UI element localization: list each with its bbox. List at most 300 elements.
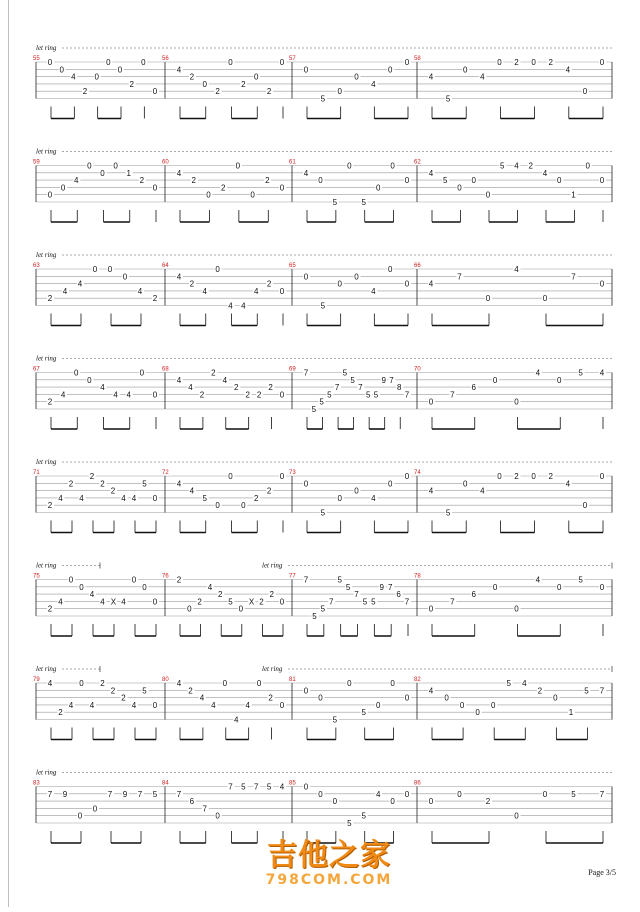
fret-number: 2 bbox=[266, 486, 272, 496]
fret-number: 5 bbox=[319, 397, 324, 407]
fret-number: 0 bbox=[404, 693, 410, 703]
fret-number: 0 bbox=[250, 190, 255, 200]
fret-number: 0 bbox=[303, 686, 309, 696]
fret-number: 0 bbox=[152, 493, 158, 503]
fret-number: 4 bbox=[176, 679, 182, 688]
fret-number: 5 bbox=[350, 375, 355, 385]
measure-number: 65 bbox=[289, 263, 296, 269]
measure-number: 67 bbox=[33, 366, 40, 373]
fret-number: 0 bbox=[444, 693, 449, 703]
fret-number: 0 bbox=[77, 811, 83, 821]
fret-number: 7 bbox=[303, 368, 309, 378]
fret-number: 2 bbox=[188, 686, 193, 696]
fret-number: 4 bbox=[199, 693, 205, 703]
fret-number: 5 bbox=[371, 597, 376, 607]
fret-number: 5 bbox=[320, 508, 326, 518]
fret-number: 0 bbox=[354, 272, 359, 282]
fret-number: 2 bbox=[89, 472, 95, 481]
fret-number: 0 bbox=[599, 58, 605, 67]
fret-number: 6 bbox=[189, 797, 195, 807]
fret-number: 4 bbox=[176, 168, 182, 178]
fret-number: 2 bbox=[485, 797, 491, 807]
fret-number: 7 bbox=[202, 804, 208, 814]
fret-number: 5 bbox=[320, 301, 326, 311]
fret-number: 5 bbox=[202, 493, 208, 503]
fret-number: 0 bbox=[542, 294, 548, 304]
fret-number: 2 bbox=[514, 472, 519, 481]
fret-number: 0 bbox=[215, 265, 220, 274]
fret-number: 0 bbox=[87, 375, 92, 385]
fret-number: 0 bbox=[387, 265, 393, 274]
fret-number: 0 bbox=[92, 804, 98, 814]
fret-number: 7 bbox=[599, 686, 605, 696]
fret-number: 0 bbox=[557, 375, 562, 385]
fret-number: X bbox=[248, 597, 255, 607]
fret-number: 4 bbox=[176, 375, 182, 385]
measure-number: 66 bbox=[414, 263, 421, 269]
fret-number: 4 bbox=[514, 161, 519, 171]
fret-number: 4 bbox=[77, 279, 83, 289]
fret-number: 4 bbox=[599, 368, 605, 378]
fret-number: 0 bbox=[106, 58, 111, 67]
fret-number: 4 bbox=[189, 486, 195, 496]
measure-number: 70 bbox=[414, 366, 421, 373]
fret-number: 2 bbox=[100, 679, 105, 688]
fret-number: 5 bbox=[311, 405, 317, 414]
fret-number: 4 bbox=[126, 390, 132, 400]
fret-number: 4 bbox=[480, 72, 485, 82]
watermark-title: 吉他之家 bbox=[267, 838, 391, 873]
measure-number: 80 bbox=[162, 677, 169, 683]
fret-number: 4 bbox=[62, 286, 68, 296]
fret-number: 5 bbox=[361, 708, 366, 718]
fret-number: 0 bbox=[337, 279, 342, 289]
fret-number: 0 bbox=[599, 279, 605, 289]
fret-number: 4 bbox=[428, 72, 434, 82]
measure-number: 84 bbox=[162, 780, 169, 787]
fret-number: 0 bbox=[235, 161, 241, 171]
fret-number: 2 bbox=[110, 486, 116, 496]
fret-number: 4 bbox=[245, 700, 250, 710]
fret-number: 5 bbox=[327, 390, 332, 400]
measure-number: 58 bbox=[414, 56, 421, 62]
fret-number: 7 bbox=[358, 383, 363, 393]
measure-number: 59 bbox=[33, 159, 40, 166]
fret-number: 0 bbox=[228, 472, 233, 481]
fret-number: 9 bbox=[381, 375, 386, 385]
fret-number: 2 bbox=[254, 493, 259, 503]
fret-number: 2 bbox=[256, 390, 262, 400]
measure-number: 82 bbox=[414, 677, 421, 683]
fret-number: 2 bbox=[47, 294, 53, 304]
fret-number: 0 bbox=[375, 700, 381, 710]
fret-number: 7 bbox=[457, 272, 462, 282]
measure-number: 78 bbox=[414, 573, 421, 580]
fret-number: 0 bbox=[457, 183, 462, 193]
fret-number: 8 bbox=[397, 383, 402, 393]
fret-number: 0 bbox=[79, 582, 84, 592]
fret-number: 4 bbox=[535, 368, 541, 378]
fret-number: 4 bbox=[542, 168, 548, 178]
fret-number: 4 bbox=[58, 493, 63, 503]
fret-number: 0 bbox=[492, 582, 498, 592]
measure-number: 71 bbox=[33, 470, 40, 476]
fret-number: 0 bbox=[279, 472, 285, 481]
measure-number: 63 bbox=[33, 263, 40, 269]
fret-number: 5 bbox=[142, 479, 147, 489]
fret-number: 0 bbox=[139, 368, 145, 378]
fret-number: 4 bbox=[514, 265, 519, 274]
fret-number: 0 bbox=[390, 797, 395, 807]
fret-number: 2 bbox=[215, 87, 220, 97]
fret-number: 0 bbox=[599, 176, 605, 186]
fret-number: 1 bbox=[126, 168, 132, 178]
fret-number: 0 bbox=[553, 693, 558, 703]
fret-number: 4 bbox=[100, 597, 105, 607]
fret-number: 5 bbox=[347, 819, 352, 828]
fret-number: 0 bbox=[74, 368, 79, 378]
fret-number: 0 bbox=[475, 708, 480, 718]
measure-number: 55 bbox=[33, 56, 40, 62]
fret-number: 0 bbox=[490, 700, 496, 710]
fret-number: 2 bbox=[218, 590, 223, 600]
fret-number: 7 bbox=[404, 597, 410, 607]
fret-number: 2 bbox=[176, 575, 182, 585]
fret-number: 7 bbox=[303, 575, 309, 585]
fret-number: 4 bbox=[176, 479, 182, 489]
fret-number: X bbox=[110, 597, 117, 607]
fret-number: 0 bbox=[303, 479, 309, 489]
fret-number: 4 bbox=[222, 375, 228, 385]
let-ring-label: let ring bbox=[262, 561, 283, 570]
fret-number: 0 bbox=[387, 479, 393, 489]
fret-number: 0 bbox=[463, 479, 468, 489]
fret-number: 2 bbox=[189, 72, 195, 82]
measure-number: 79 bbox=[33, 677, 40, 683]
fret-number: 0 bbox=[122, 272, 128, 282]
fret-number: 2 bbox=[548, 472, 553, 481]
fret-number: 0 bbox=[47, 190, 53, 200]
fret-number: 0 bbox=[222, 679, 228, 688]
fret-number: 0 bbox=[279, 58, 285, 67]
measure-number: 68 bbox=[162, 366, 169, 373]
fret-number: 4 bbox=[100, 383, 105, 393]
fret-number: 0 bbox=[79, 679, 84, 688]
fret-number: 0 bbox=[514, 397, 519, 407]
fret-number: 0 bbox=[485, 190, 491, 200]
measure-number: 76 bbox=[162, 573, 169, 580]
fret-number: 7 bbox=[404, 390, 410, 400]
fret-number: 0 bbox=[557, 582, 562, 592]
fret-number: 0 bbox=[457, 789, 462, 799]
fret-number: 5 bbox=[332, 715, 338, 725]
let-ring-label: let ring bbox=[36, 768, 57, 777]
fret-number: 4 bbox=[241, 301, 246, 311]
fret-number: 0 bbox=[152, 390, 158, 400]
fret-number: 7 bbox=[387, 582, 393, 592]
fret-number: 0 bbox=[485, 294, 491, 304]
fret-number: 4 bbox=[188, 383, 193, 393]
measure-number: 85 bbox=[289, 780, 296, 787]
fret-number: 2 bbox=[47, 501, 53, 511]
fret-number: 0 bbox=[404, 58, 410, 67]
fret-number: 2 bbox=[100, 479, 105, 489]
fret-number: 4 bbox=[535, 575, 541, 585]
fret-number: 0 bbox=[404, 789, 410, 799]
fret-number: 7 bbox=[354, 590, 359, 600]
fret-number: 9 bbox=[62, 789, 68, 799]
fret-number: 4 bbox=[428, 168, 434, 178]
measure-number: 61 bbox=[289, 159, 296, 166]
fret-number: 4 bbox=[480, 486, 485, 496]
fret-number: 2 bbox=[191, 176, 196, 186]
fret-number: 2 bbox=[537, 686, 543, 696]
fret-number: 2 bbox=[197, 597, 202, 607]
fret-number: 4 bbox=[137, 286, 143, 296]
fret-number: 4 bbox=[68, 700, 74, 710]
fret-number: 0 bbox=[318, 693, 323, 703]
fret-number: 0 bbox=[471, 176, 477, 186]
fret-number: 5 bbox=[320, 604, 326, 614]
fret-number: 0 bbox=[117, 65, 123, 75]
fret-number: 5 bbox=[361, 811, 366, 821]
fret-number: 0 bbox=[152, 183, 158, 193]
fret-number: 0 bbox=[279, 390, 285, 400]
fret-number: 2 bbox=[220, 183, 226, 193]
fret-number: 0 bbox=[497, 58, 502, 67]
fret-number: 5 bbox=[500, 161, 505, 171]
fret-number: 0 bbox=[428, 604, 434, 614]
fret-number: 2 bbox=[269, 590, 274, 600]
fret-number: 4 bbox=[89, 590, 95, 600]
fret-number: 2 bbox=[245, 390, 250, 400]
fret-number: 2 bbox=[234, 383, 239, 393]
fret-number: 0 bbox=[100, 168, 105, 178]
let-ring-label: let ring bbox=[36, 354, 57, 363]
measure-number: 62 bbox=[414, 159, 421, 166]
fret-number: 2 bbox=[514, 58, 519, 67]
fret-number: 0 bbox=[215, 501, 220, 511]
fret-number: 4 bbox=[79, 493, 84, 503]
fret-number: 0 bbox=[375, 183, 381, 193]
fret-number: 0 bbox=[599, 472, 605, 481]
fret-number: 0 bbox=[303, 272, 309, 282]
let-ring-label: let ring bbox=[36, 458, 57, 466]
fret-number: 4 bbox=[176, 272, 182, 282]
fret-number: 2 bbox=[189, 279, 195, 289]
fret-number: 0 bbox=[404, 279, 410, 289]
fret-number: 0 bbox=[279, 183, 285, 193]
fret-number: 4 bbox=[375, 789, 381, 799]
fret-number: 4 bbox=[565, 479, 571, 489]
let-ring-label: let ring bbox=[262, 665, 283, 673]
fret-number: 5 bbox=[361, 198, 366, 207]
fret-number: 0 bbox=[279, 700, 285, 710]
fret-number: 7 bbox=[228, 782, 233, 792]
fret-number: 2 bbox=[152, 294, 158, 304]
let-ring-label: let ring bbox=[36, 251, 57, 259]
measure-number: 81 bbox=[289, 677, 296, 683]
fret-number: 2 bbox=[268, 693, 273, 703]
fret-number: 5 bbox=[312, 612, 317, 621]
fret-number: 0 bbox=[94, 72, 99, 82]
fret-number: 0 bbox=[354, 72, 359, 82]
fret-number: 2 bbox=[129, 79, 134, 89]
fret-number: 2 bbox=[266, 279, 272, 289]
fret-number: 2 bbox=[528, 161, 534, 171]
fret-number: 4 bbox=[121, 493, 126, 503]
fret-number: 7 bbox=[107, 789, 113, 799]
fret-number: 4 bbox=[121, 597, 126, 607]
fret-number: 4 bbox=[371, 79, 376, 89]
page-margin-rule bbox=[8, 0, 9, 907]
measure-number: 86 bbox=[414, 780, 421, 787]
let-ring-label: let ring bbox=[36, 561, 57, 570]
measure-number: 64 bbox=[162, 263, 169, 269]
fret-number: 2 bbox=[199, 390, 205, 400]
fret-number: 0 bbox=[238, 604, 244, 614]
fret-number: 4 bbox=[58, 597, 63, 607]
fret-number: 4 bbox=[131, 700, 137, 710]
fret-number: 7 bbox=[599, 789, 605, 799]
fret-number: 5 bbox=[445, 94, 451, 104]
fret-number: 0 bbox=[354, 486, 359, 496]
fret-number: 0 bbox=[241, 501, 246, 511]
fret-number: 0 bbox=[131, 575, 137, 585]
fret-number: 4 bbox=[371, 493, 376, 503]
fret-number: 7 bbox=[571, 272, 576, 282]
fret-number: 7 bbox=[254, 782, 259, 792]
fret-number: 0 bbox=[599, 582, 605, 592]
fret-number: 4 bbox=[428, 686, 434, 696]
fret-number: 6 bbox=[396, 590, 401, 600]
fret-number: 2 bbox=[47, 397, 53, 407]
fret-number: 5 bbox=[362, 597, 368, 607]
fret-number: 0 bbox=[492, 375, 498, 385]
fret-number: 0 bbox=[318, 789, 323, 799]
fret-number: 0 bbox=[459, 700, 465, 710]
fret-number: 5 bbox=[571, 789, 576, 799]
fret-number: 1 bbox=[568, 708, 574, 718]
measure-number: 74 bbox=[414, 470, 421, 476]
fret-number: 5 bbox=[373, 390, 379, 400]
fret-number: 5 bbox=[443, 176, 448, 186]
fret-number: 0 bbox=[390, 161, 395, 171]
fret-number: 5 bbox=[365, 390, 371, 400]
fret-number: 4 bbox=[234, 715, 239, 725]
fret-number: 5 bbox=[345, 582, 351, 592]
fret-number: 7 bbox=[389, 375, 394, 385]
fret-number: 0 bbox=[531, 472, 536, 481]
fret-number: 4 bbox=[47, 679, 53, 688]
measure-number: 75 bbox=[33, 573, 40, 580]
fret-number: 4 bbox=[131, 493, 137, 503]
fret-number: 2 bbox=[139, 176, 145, 186]
fret-number: 0 bbox=[497, 472, 502, 481]
fret-number: 0 bbox=[59, 65, 64, 75]
watermark-url: 798COM.COM bbox=[265, 872, 393, 888]
fret-number: 0 bbox=[347, 161, 352, 171]
fret-number: 5 bbox=[578, 368, 583, 378]
fret-number: 2 bbox=[110, 686, 116, 696]
fret-number: 0 bbox=[463, 65, 468, 75]
fret-number: 0 bbox=[47, 58, 53, 67]
fret-number: 9 bbox=[122, 789, 128, 799]
measure-number: 77 bbox=[289, 573, 296, 580]
fret-number: 4 bbox=[428, 279, 434, 289]
fret-number: 4 bbox=[74, 176, 79, 186]
fret-number: 2 bbox=[548, 58, 553, 67]
fret-number: 2 bbox=[47, 604, 53, 614]
fret-number: 0 bbox=[542, 789, 548, 799]
fret-number: 0 bbox=[92, 265, 98, 274]
fret-number: 0 bbox=[318, 176, 323, 186]
fret-number: 0 bbox=[303, 782, 309, 792]
fret-number: 5 bbox=[342, 368, 348, 378]
fret-number: 9 bbox=[379, 582, 385, 592]
fret-number: 5 bbox=[152, 789, 158, 799]
fret-number: 0 bbox=[87, 161, 92, 171]
fret-number: 0 bbox=[531, 58, 536, 67]
fret-number: 0 bbox=[390, 679, 395, 688]
fret-number: 4 bbox=[113, 390, 118, 400]
fret-number: 5 bbox=[506, 679, 511, 688]
fret-number: 7 bbox=[450, 597, 455, 607]
fret-number: 0 bbox=[428, 797, 434, 807]
fret-number: 5 bbox=[320, 94, 326, 104]
fret-number: 0 bbox=[514, 811, 519, 821]
fret-number: 2 bbox=[58, 708, 63, 718]
fret-number: 4 bbox=[228, 301, 233, 311]
fret-number: 4 bbox=[60, 390, 66, 400]
fret-number: 0 bbox=[585, 161, 591, 171]
fret-number: 0 bbox=[68, 575, 74, 585]
fret-number: 6 bbox=[471, 590, 477, 600]
measure-number: 56 bbox=[162, 56, 169, 62]
fret-number: 5 bbox=[332, 198, 338, 207]
page-number: Page 3/5 bbox=[588, 868, 616, 877]
fret-number: 0 bbox=[142, 582, 147, 592]
fret-number: 1 bbox=[571, 190, 576, 200]
fret-number: 2 bbox=[82, 87, 88, 97]
fret-number: 0 bbox=[202, 79, 208, 89]
fret-number: 4 bbox=[303, 168, 309, 178]
fret-number: 0 bbox=[514, 604, 519, 614]
fret-number: 2 bbox=[268, 383, 273, 393]
fret-number: 4 bbox=[522, 679, 527, 688]
fret-number: 0 bbox=[152, 87, 158, 97]
fret-number: 2 bbox=[121, 693, 126, 703]
measure-number: 73 bbox=[289, 470, 296, 476]
fret-number: 0 bbox=[152, 597, 158, 607]
fret-number: 0 bbox=[141, 58, 146, 67]
fret-number: 5 bbox=[578, 575, 583, 585]
fret-number: 5 bbox=[142, 686, 147, 696]
fret-number: 7 bbox=[329, 597, 334, 607]
fret-number: 0 bbox=[215, 811, 220, 821]
fret-number: 0 bbox=[337, 87, 342, 97]
fret-number: 2 bbox=[259, 597, 264, 607]
fret-number: 0 bbox=[279, 286, 285, 296]
fret-number: 0 bbox=[387, 65, 393, 75]
measure-number: 72 bbox=[162, 470, 169, 476]
fret-number: 5 bbox=[337, 575, 342, 585]
fret-number: 4 bbox=[279, 782, 285, 792]
fret-number: 0 bbox=[60, 183, 66, 193]
fret-number: 2 bbox=[241, 79, 246, 89]
fret-number: 7 bbox=[176, 789, 182, 799]
watermark-logo bbox=[254, 840, 404, 888]
